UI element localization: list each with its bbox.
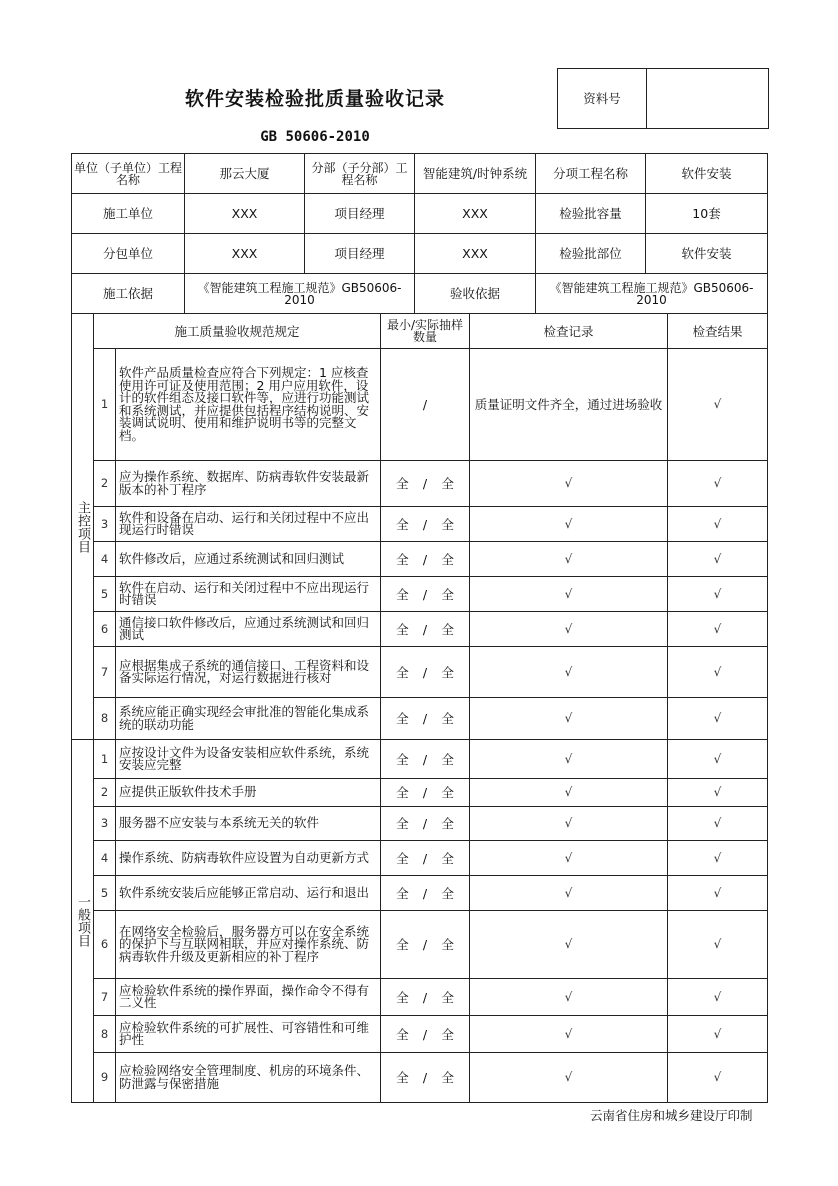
sample-actual: 全 <box>441 850 454 866</box>
unit-value: 那云大厦 <box>185 154 305 194</box>
division-label: 分部（子分部）工程名称 <box>305 154 415 194</box>
item-result: √ <box>668 911 768 979</box>
item-number: 7 <box>94 647 116 698</box>
item-result: √ <box>668 876 768 911</box>
item-number: 3 <box>94 807 116 841</box>
item-sample <box>381 647 470 698</box>
item-number: 4 <box>94 542 116 577</box>
table-row <box>72 779 768 807</box>
project-info-table <box>71 153 768 314</box>
item-result: √ <box>668 841 768 876</box>
item-sample <box>381 612 470 647</box>
item-requirement: 操作系统、防病毒软件应设置为自动更新方式 <box>116 841 381 876</box>
item-record: √ <box>470 647 668 698</box>
item-result: √ <box>668 740 768 779</box>
basis-label: 施工依据 <box>72 274 185 314</box>
item-number: 6 <box>94 612 116 647</box>
item-record: √ <box>470 740 668 779</box>
item-record: √ <box>470 577 668 612</box>
item-sample <box>381 841 470 876</box>
item-result: √ <box>668 349 768 461</box>
item-result: √ <box>668 577 768 612</box>
sample-actual: 全 <box>441 551 454 567</box>
table-row <box>72 542 768 577</box>
item-requirement: 通信接口软件修改后，应通过系统测试和回归测试 <box>116 612 381 647</box>
header-result: 检查结果 <box>668 314 768 349</box>
doc-number-box <box>557 68 769 129</box>
pm-value: XXX <box>415 194 536 234</box>
item-result: √ <box>668 542 768 577</box>
item-record: √ <box>470 876 668 911</box>
item-sample <box>381 740 470 779</box>
item-sample <box>381 911 470 979</box>
item-number: 2 <box>94 461 116 507</box>
sample-actual: 全 <box>441 937 454 952</box>
item-requirement: 应检验软件系统的可扩展性、可容错性和可维护性 <box>116 1016 381 1053</box>
sample-actual: 全 <box>441 476 454 491</box>
sample-min: 全 <box>396 850 409 866</box>
header-record: 检查记录 <box>470 314 668 349</box>
item-sample <box>381 1053 470 1103</box>
basis-value: 《智能建筑工程施工规范》GB50606-2010 <box>185 274 415 314</box>
sample-min: 全 <box>396 516 409 532</box>
pm2-value: XXX <box>415 234 536 274</box>
table-row <box>72 1016 768 1053</box>
item-requirement: 软件在启动、运行和关闭过程中不应出现运行时错误 <box>116 577 381 612</box>
item-result: √ <box>668 807 768 841</box>
document-title: 软件安装检验批质量验收记录 <box>184 88 445 110</box>
sample-min: 全 <box>396 785 409 800</box>
table-row <box>72 911 768 979</box>
table-row <box>72 461 768 507</box>
item-number: 4 <box>94 841 116 876</box>
subitem-value: 软件安装 <box>646 154 768 194</box>
subcontractor-value: XXX <box>185 234 305 274</box>
item-result: √ <box>668 1016 768 1053</box>
sample-min: 全 <box>396 751 409 767</box>
sample-sep: / <box>422 850 428 866</box>
contractor-label: 施工单位 <box>72 194 185 234</box>
item-sample <box>381 577 470 612</box>
item-record: √ <box>470 507 668 542</box>
item-record: √ <box>470 979 668 1016</box>
sample-min: 全 <box>396 621 409 637</box>
sample-min: 全 <box>396 586 409 602</box>
table-row <box>72 841 768 876</box>
sample-min: 全 <box>396 476 409 491</box>
item-result: √ <box>668 698 768 740</box>
sample-sep: / <box>422 516 428 532</box>
table-row <box>72 876 768 911</box>
general-items-label: 一般项目 <box>72 740 94 1103</box>
item-record: 质量证明文件齐全，通过进场验收 <box>470 349 668 461</box>
item-record: √ <box>470 911 668 979</box>
sample-sep: / <box>422 989 428 1005</box>
pm-label: 项目经理 <box>305 194 415 234</box>
sample-actual: 全 <box>441 621 454 637</box>
sample-sep: / <box>422 937 428 952</box>
table-row <box>72 698 768 740</box>
sample-actual: 全 <box>441 664 454 680</box>
item-number: 1 <box>94 349 116 461</box>
subcontractor-label: 分包单位 <box>72 234 185 274</box>
table-row <box>72 507 768 542</box>
item-result: √ <box>668 507 768 542</box>
item-requirement: 应提供正版软件技术手册 <box>116 779 381 807</box>
unit-label: 单位（子单位）工程名称 <box>72 154 185 194</box>
item-requirement: 应按设计文件为设备安装相应软件系统，系统安装应完整 <box>116 740 381 779</box>
sample-min: 全 <box>396 937 409 952</box>
header-sample: 最小/实际抽样数量 <box>381 314 470 349</box>
item-requirement: 应根据集成子系统的通信接口、工程资料和设备实际运行情况，对运行数据进行核对 <box>116 647 381 698</box>
item-record: √ <box>470 542 668 577</box>
sample-actual: 全 <box>441 1026 454 1042</box>
item-sample <box>381 1016 470 1053</box>
item-result: √ <box>668 461 768 507</box>
item-record: √ <box>470 461 668 507</box>
table-row <box>72 647 768 698</box>
sample-sep: / <box>422 621 428 637</box>
doc-number-field[interactable] <box>647 69 769 129</box>
item-number: 5 <box>94 876 116 911</box>
footer-printer: 云南省住房和城乡建设厅印制 <box>590 1108 753 1123</box>
item-requirement: 在网络安全检验后，服务器方可以在安全系统的保护下与互联网相联，并应对操作系统、防病毒软件升级及更新相应的补丁程序 <box>116 911 381 979</box>
sample-min: 全 <box>396 664 409 680</box>
item-number: 9 <box>94 1053 116 1103</box>
item-requirement: 应检验软件系统的操作界面，操作命令不得有二义性 <box>116 979 381 1016</box>
table-row <box>72 740 768 779</box>
sample-min: 全 <box>396 1070 409 1085</box>
item-sample <box>381 807 470 841</box>
item-number: 6 <box>94 911 116 979</box>
item-record: √ <box>470 779 668 807</box>
item-sample <box>381 349 470 461</box>
item-record: √ <box>470 807 668 841</box>
table-row <box>72 349 768 461</box>
table-row <box>72 807 768 841</box>
table-row <box>72 577 768 612</box>
capacity-label: 检验批容量 <box>536 194 646 234</box>
sample-actual: 全 <box>441 1070 454 1085</box>
sample-actual: 全 <box>441 785 454 800</box>
item-record: √ <box>470 612 668 647</box>
sample-actual: 全 <box>441 816 454 831</box>
item-requirement: 应为操作系统、数据库、防病毒软件安装最新版本的补丁程序 <box>116 461 381 507</box>
doc-number-label: 资料号 <box>558 69 647 129</box>
sample-sep: / <box>422 1070 428 1085</box>
item-result: √ <box>668 612 768 647</box>
pm2-label: 项目经理 <box>305 234 415 274</box>
item-requirement: 系统应能正确实现经会审批准的智能化集成系统的联动功能 <box>116 698 381 740</box>
sample-sep: / <box>422 711 428 726</box>
contractor-value: XXX <box>185 194 305 234</box>
sample-min: 全 <box>396 989 409 1005</box>
item-requirement: 软件系统安装后应能够正常启动、运行和退出 <box>116 876 381 911</box>
item-record: √ <box>470 1016 668 1053</box>
item-record: √ <box>470 698 668 740</box>
location-label: 检验批部位 <box>536 234 646 274</box>
sample-min: 全 <box>396 885 409 901</box>
item-requirement: 软件修改后，应通过系统测试和回归测试 <box>116 542 381 577</box>
item-result: √ <box>668 779 768 807</box>
acceptance-value: 《智能建筑工程施工规范》GB50606-2010 <box>536 274 768 314</box>
table-row <box>72 612 768 647</box>
standard-code: GB 50606-2010 <box>260 129 370 145</box>
sample-sep: / <box>422 751 428 767</box>
item-requirement: 服务器不应安装与本系统无关的软件 <box>116 807 381 841</box>
table-row <box>72 979 768 1016</box>
location-value: 软件安装 <box>646 234 768 274</box>
sample-sep: / <box>422 885 428 901</box>
sample-actual: 全 <box>441 586 454 602</box>
item-sample <box>381 698 470 740</box>
inspection-table <box>71 313 768 1103</box>
item-sample <box>381 979 470 1016</box>
item-sample <box>381 461 470 507</box>
item-requirement: 软件和设备在启动、运行和关闭过程中不应出现运行时错误 <box>116 507 381 542</box>
sample-min: 全 <box>396 1026 409 1042</box>
sample-sep: / <box>422 476 428 491</box>
item-number: 8 <box>94 698 116 740</box>
item-number: 1 <box>94 740 116 779</box>
item-sample <box>381 542 470 577</box>
sample-sep: / <box>422 586 428 602</box>
item-sample <box>381 876 470 911</box>
item-number: 2 <box>94 779 116 807</box>
sample-actual: 全 <box>441 885 454 901</box>
sample-sep: / <box>422 397 428 412</box>
item-requirement: 应检验网络安全管理制度、机房的环境条件、防泄露与保密措施 <box>116 1053 381 1103</box>
sample-sep: / <box>422 785 428 800</box>
item-result: √ <box>668 979 768 1016</box>
sample-sep: / <box>422 816 428 831</box>
sample-actual: 全 <box>441 711 454 726</box>
header-spec: 施工质量验收规范规定 <box>94 314 381 349</box>
item-number: 7 <box>94 979 116 1016</box>
sample-min: 全 <box>396 816 409 831</box>
item-sample <box>381 507 470 542</box>
item-record: √ <box>470 841 668 876</box>
capacity-value: 10套 <box>646 194 768 234</box>
sample-actual: 全 <box>441 516 454 532</box>
item-number: 3 <box>94 507 116 542</box>
item-result: √ <box>668 647 768 698</box>
item-sample <box>381 779 470 807</box>
item-record: √ <box>470 1053 668 1103</box>
division-value: 智能建筑/时钟系统 <box>415 154 536 194</box>
sample-min: 全 <box>396 711 409 726</box>
subitem-label: 分项工程名称 <box>536 154 646 194</box>
item-requirement: 软件产品质量检查应符合下列规定：1 应核查使用许可证及使用范围；2 用户应用软件，设计的软件组态及接口软件等，应进行功能测试和系统测试，并应提供包括程序结构说明、安装调试说明、使用和维护说明书等的完整文档。 <box>116 349 381 461</box>
item-number: 5 <box>94 577 116 612</box>
main-control-label: 主控项目 <box>72 314 94 740</box>
item-result: √ <box>668 1053 768 1103</box>
sample-actual: 全 <box>441 989 454 1005</box>
acceptance-label: 验收依据 <box>415 274 536 314</box>
item-number: 8 <box>94 1016 116 1053</box>
sample-actual: 全 <box>441 751 454 767</box>
sample-sep: / <box>422 551 428 567</box>
table-row <box>72 1053 768 1103</box>
sample-sep: / <box>422 664 428 680</box>
sample-sep: / <box>422 1026 428 1042</box>
sample-min: 全 <box>396 551 409 567</box>
